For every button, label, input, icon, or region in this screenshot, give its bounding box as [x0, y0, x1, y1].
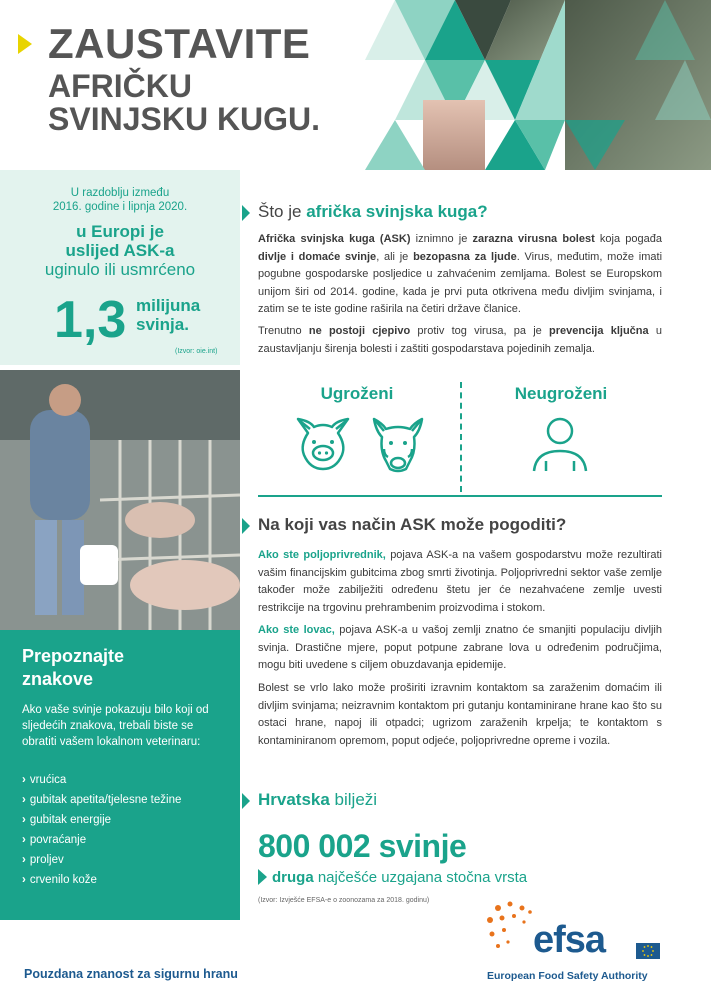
p2-run: Trenutno [258, 325, 309, 337]
p1-run: zarazna virusna bolest [472, 233, 595, 245]
stat-unit [136, 296, 200, 334]
what-heading [258, 202, 488, 222]
p1-run: koja pogađa [594, 233, 662, 245]
hunter-paragraph [258, 622, 662, 675]
hunter-text: pojava ASK-a u vašoj zemlji znatno će smanjiti populaciju divljih svinja. Drastične mjere, poput potpune zabrane lova u određenim područjima, mogu biti uvedene s ciljem obuzdavanja epidemije. [258, 624, 662, 671]
what-heading-highlight: afrička svinjska kuga? [306, 202, 488, 221]
signs-title-line2: znakove [22, 669, 94, 689]
stat-mid-line2: uslijed ASK-a [65, 241, 175, 260]
signs-intro-text: Ako vaše svinje pokazuju bilo koji od sljedećih znakova, trebali biste se obratiti vašem lokalnom veterinaru: [22, 704, 209, 748]
farmer-lead: Ako ste poljoprivrednik, [258, 549, 386, 561]
farmer-feeding-pigs-photo [0, 370, 240, 630]
list-item: › crvenilo kože [22, 870, 227, 890]
what-paragraph-2 [258, 323, 662, 358]
croatia-label-rest: bilježi [329, 790, 378, 809]
stat-intro [0, 186, 240, 214]
list-item: › povraćanje [22, 830, 227, 850]
croatia-sub-rest: najčešće uzgajana stočna vrsta [313, 869, 528, 886]
section-arrow-icon [240, 793, 252, 809]
footer-tagline: Pouzdana znanost za sigurnu hranu [24, 967, 238, 981]
section-arrow-icon [240, 205, 252, 221]
hunter-lead: Ako ste lovac, [258, 624, 335, 636]
p1-run: bezopasna za ljude [413, 250, 517, 263]
croatia-subtitle [272, 869, 527, 886]
stat-unit-line2: svinja. [136, 315, 189, 334]
stat-mid-line1: u Europi je [76, 222, 164, 241]
list-item: › gubitak apetita/tjelesne težine [22, 790, 227, 810]
efsa-logo-text: efsa [533, 919, 606, 961]
title-line2-3 [48, 70, 320, 136]
p1-run: Afrička svinjska kuga (ASK) [258, 233, 416, 245]
stat-intro-line1: U razdoblju između [70, 187, 170, 199]
eu-flag-icon [636, 943, 660, 959]
section-arrow-icon [240, 518, 252, 534]
p2-run: prevencija ključna [549, 325, 649, 337]
signs-title [22, 645, 222, 691]
farmer-text: pojava ASK-a na vašem gospodarstvu može rezultirati vašim financijskim gubitcima zbog smrti životinja. Poljoprivredni sektor vaše zemlje također može zabilježiti određenu štetu jer će nezahvaćene zemlje uvesti restrikcije na trgovinu prehrambenim proizvodima i stokom. [258, 549, 662, 614]
p2-run: u zaustavljanju širenja bolesti i zaštiti gospodarstava pojedinih zemalja. [258, 325, 662, 355]
human-icon [530, 413, 590, 475]
section-divider [258, 495, 662, 497]
list-item: › gubitak energije [22, 810, 227, 830]
title-line2: AFRIČKU [48, 68, 192, 104]
header-mosaic-graphic [335, 0, 711, 170]
title-line1: ZAUSTAVITE [48, 20, 311, 67]
stat-unit-line1: milijuna [136, 296, 201, 315]
stat-big-number: 1,3 [54, 291, 127, 349]
pig-photo-segment [423, 100, 485, 170]
croatia-sub-bold: druga [272, 869, 314, 886]
stat-intro-line2: 2016. godine i lipnja 2020. [52, 201, 188, 213]
p1-run: iznimno je [415, 233, 473, 245]
farmer-paragraph [258, 547, 662, 617]
wild-boar-icon [370, 415, 426, 475]
chevron-right-icon [258, 869, 267, 885]
croatia-source: (Izvor: Izvješće EFSA-e o zoonozama za 2018. godinu) [258, 897, 430, 904]
p1-run: divlje i domaće svinje [258, 250, 377, 263]
signs-list [22, 770, 227, 890]
at-risk-label: Ugroženi [320, 384, 394, 403]
efsa-full-name: European Food Safety Authority [487, 970, 648, 982]
not-at-risk-label: Neugroženi [514, 384, 608, 403]
list-item: › vrućica [22, 770, 227, 790]
p1-run: , ali je [376, 250, 414, 263]
croatia-pig-count: 800 002 svinje [258, 828, 467, 864]
stat-description [0, 222, 240, 279]
risk-divider [460, 382, 462, 492]
domestic-pig-icon [292, 415, 354, 473]
what-heading-prefix: Što je [258, 202, 307, 221]
croatia-label [258, 790, 377, 810]
list-item: › proljev [22, 850, 227, 870]
p2-run: protiv tog virusa, pa je [410, 325, 550, 337]
stat-source: (Izvor: oie.int) [175, 348, 218, 355]
title-arrow-icon [18, 34, 32, 54]
stat-mid-line3: uginulo ili usmrćeno [44, 260, 196, 279]
p1-run: . Virus, međutim, može imati pogubne gospodarske posljedice u zahvaćenim zemljama. Bolest se Europskom unijom širi od 2014. godine, kada je prvi puta otkrivena među divljim svinjama, i zatim se te iste godine raširila na četiri države članice. [258, 250, 663, 315]
how-heading: Na koji vas način ASK može pogoditi? [258, 515, 567, 534]
croatia-label-bold: Hrvatska [258, 790, 330, 809]
title-line3: SVINJSKU KUGU. [48, 101, 321, 137]
p2-run: ne postoji cjepivo [308, 325, 411, 337]
signs-title-line1: Prepoznajte [22, 646, 125, 666]
what-paragraph-1 [258, 231, 662, 319]
spread-paragraph: Bolest se vrlo lako može proširiti izravnim kontaktom sa zaraženim domaćim ili divljim svinjama; neizravnim kontaktom pri gutanju kontaminirane hrane kao što su ostaci hrane, napoj ili otpadci; ugrizom zaraženih krpelja; te kontaktom s kontaminiranom opremom, poput odjeće, poljoprivredne opreme i vozila. [258, 682, 662, 747]
